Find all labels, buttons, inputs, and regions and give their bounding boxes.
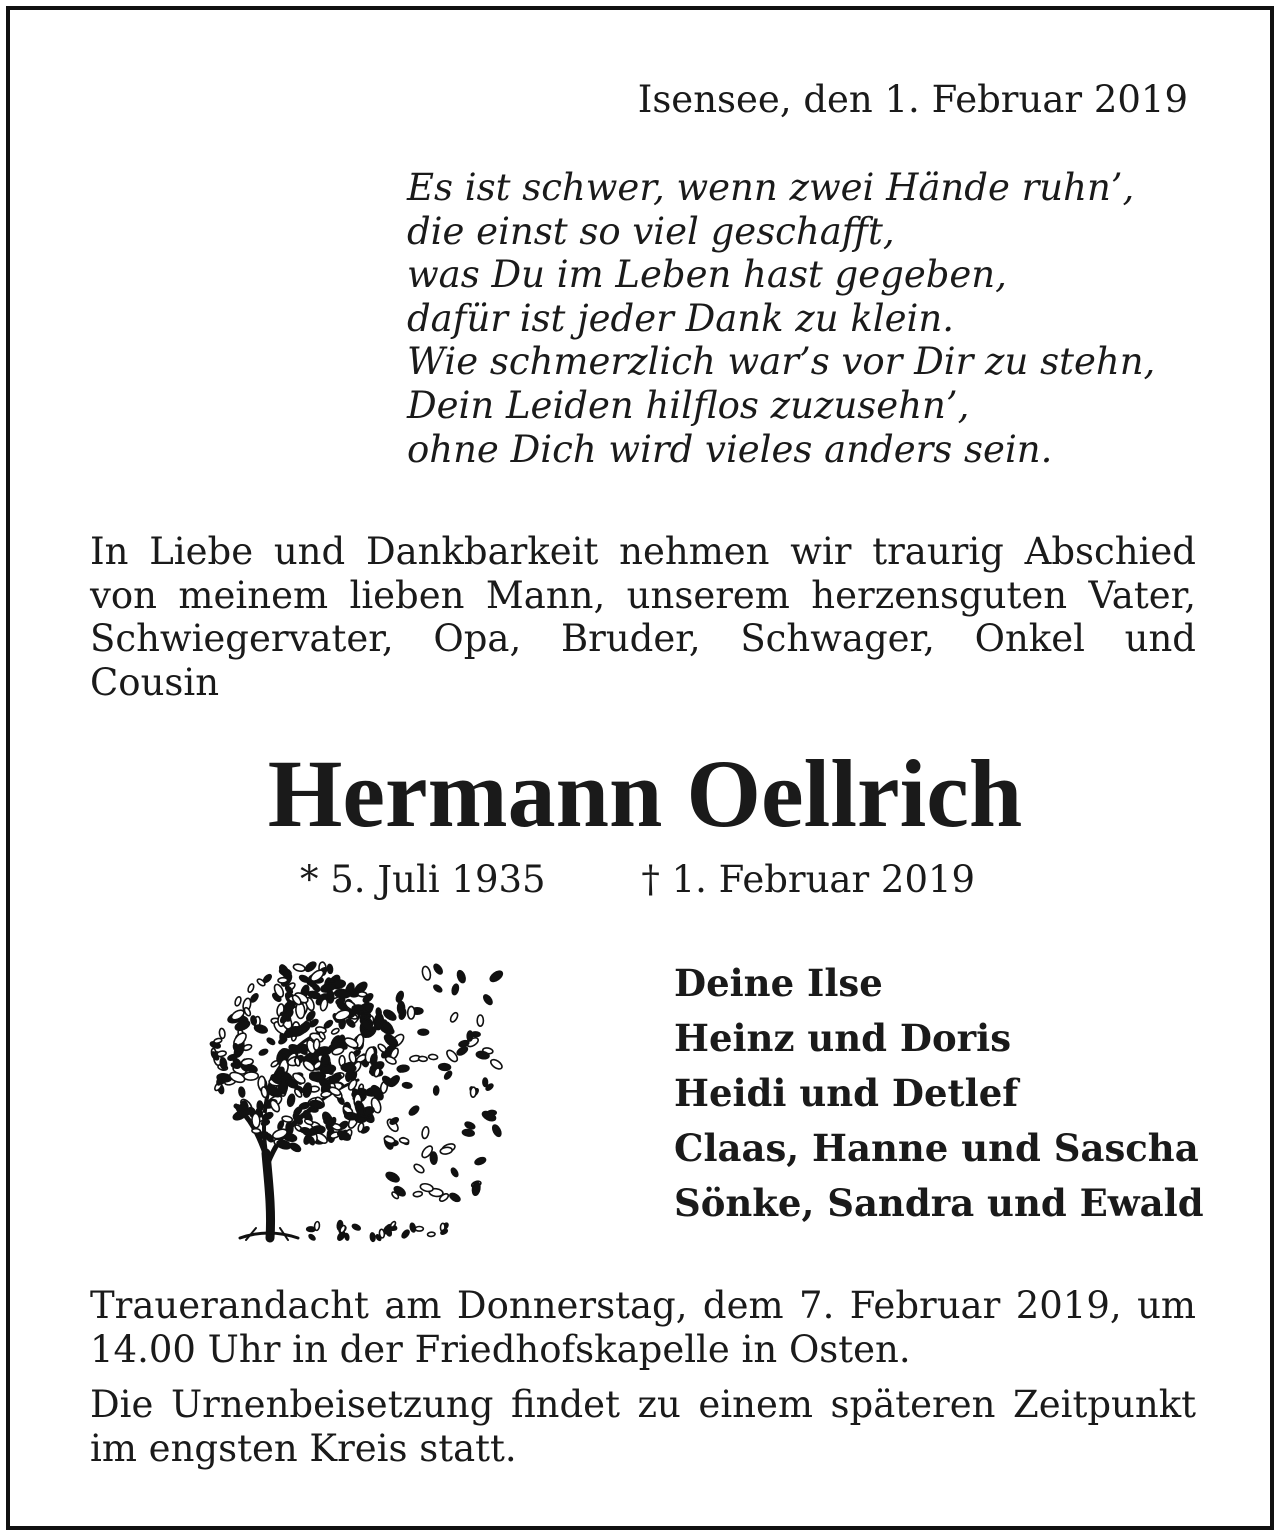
family-member: Heidi und Detlef [674, 1071, 1019, 1115]
obituary-notice [6, 6, 1274, 1530]
poem-line: Wie schmerzlich war’s vor Dir zu stehn, [407, 340, 1156, 384]
family-member: Sönke, Sandra und Ewald [674, 1181, 1204, 1225]
family-member: Claas, Hanne und Sascha [674, 1126, 1199, 1170]
family-member: Deine Ilse [674, 961, 883, 1005]
family-list [674, 956, 1204, 1231]
poem-line: die einst so viel geschafft, [407, 209, 895, 253]
poem-line: was Du im Leben hast gegeben, [407, 253, 1007, 297]
place-date: Isensee, den 1. Februar 2019 [637, 78, 1188, 121]
poem-line: Dein Leiden hilflos zuzusehn’, [407, 383, 970, 427]
family-member: Heinz und Doris [674, 1016, 1012, 1060]
life-dates [300, 858, 975, 902]
farewell-text: In Liebe und Dankbarkeit nehmen wir traurig Abschied von meinem lieben Mann, unserem herzensguten Vater, Schwiegervater, Opa, Bruder, Schwager, Onkel und Cousin [90, 530, 1196, 704]
deceased-name: Hermann Oellrich [267, 740, 1023, 847]
birth-date: * 5. Juli 1935 [300, 858, 546, 901]
poem [407, 166, 1155, 471]
ceremony-info: Trauerandacht am Donnerstag, dem 7. Februar 2019, um 14.00 Uhr in der Friedhofskapelle in Osten. [90, 1284, 1196, 1371]
poem-line: dafür ist jeder Dank zu klein. [407, 296, 954, 340]
death-date: † 1. Februar 2019 [641, 858, 976, 901]
poem-line: Es ist schwer, wenn zwei Hände ruhn’, [407, 166, 1135, 209]
tree-in-wind-icon [188, 928, 518, 1258]
poem-line: ohne Dich wird vieles anders sein. [407, 427, 1053, 471]
urn-burial-info: Die Urnenbeisetzung findet zu einem späteren Zeitpunkt im engsten Kreis statt. [90, 1383, 1196, 1470]
